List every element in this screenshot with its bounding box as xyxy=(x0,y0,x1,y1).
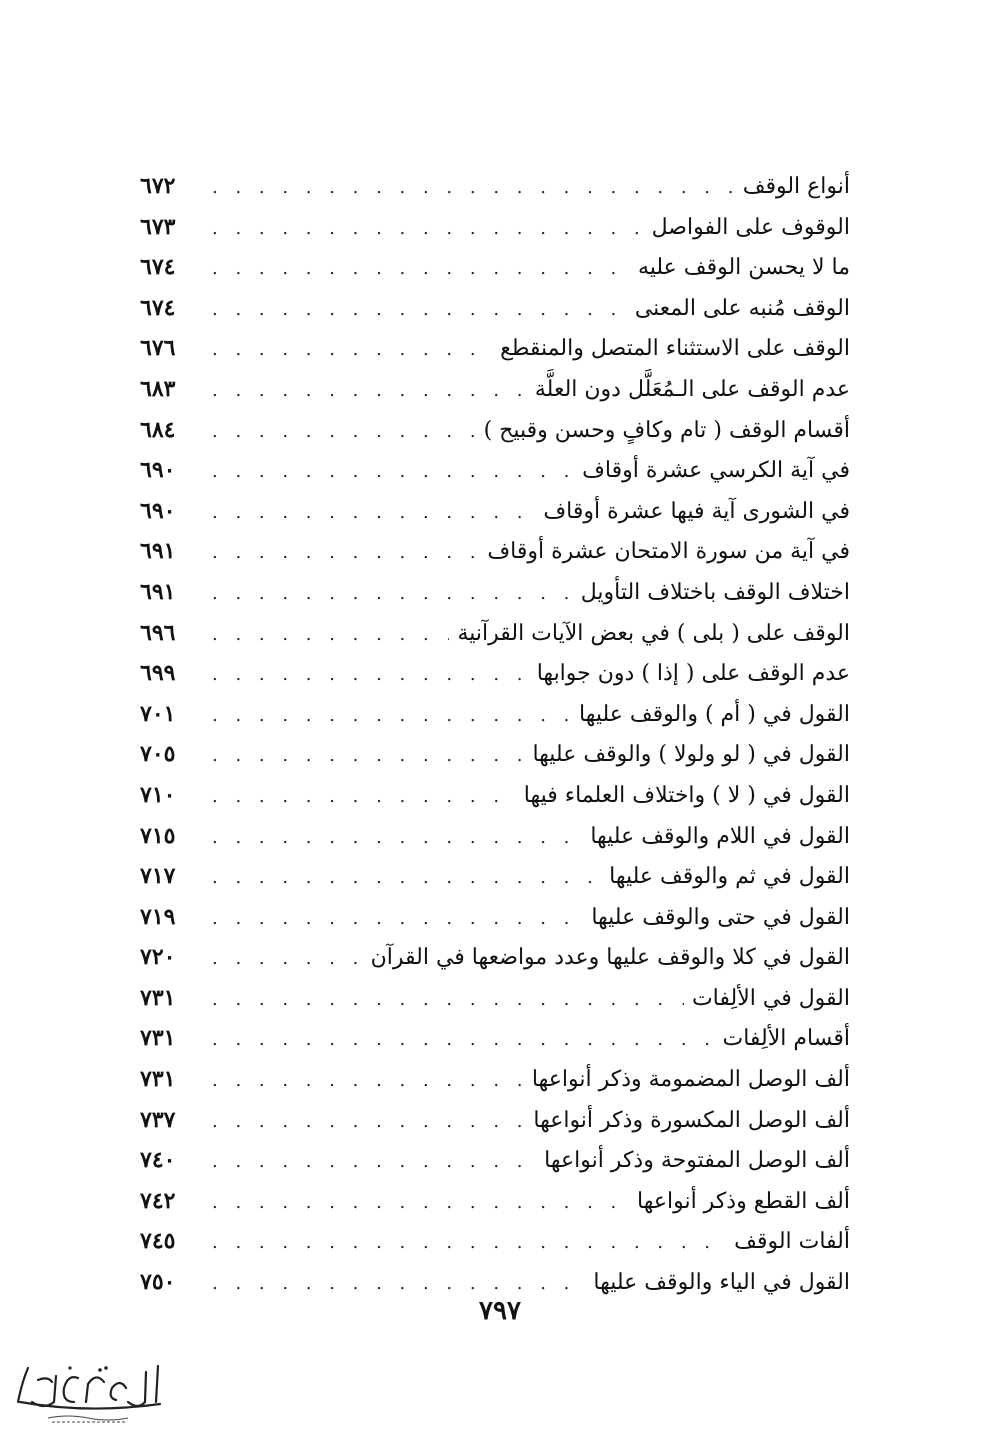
toc-entry-title: ألف الوصل المضمومة وذكر أنواعها xyxy=(531,1067,850,1093)
toc-entry xyxy=(140,734,850,775)
toc-entry xyxy=(140,369,850,410)
toc-entry xyxy=(140,1140,850,1181)
dot-leader xyxy=(212,1183,629,1224)
toc-entry-title: القول في حتى والوقف عليها xyxy=(591,904,850,930)
page-number: ٧٩٧ xyxy=(479,1296,521,1326)
toc-entry-page: ٦٩٠ xyxy=(140,497,176,524)
dot-leader xyxy=(212,371,527,412)
toc-entry-page: ٦٧٤ xyxy=(140,294,176,321)
dot-leader xyxy=(212,736,524,777)
dot-leader xyxy=(212,858,601,899)
toc-entry xyxy=(140,572,850,613)
toc-entry-title: في آية من سورة الامتحان عشرة أوقاف xyxy=(487,539,850,565)
toc-entry xyxy=(140,288,850,329)
calligraphy-logo-icon xyxy=(8,1358,168,1430)
toc-entry-page: ٧١٥ xyxy=(140,822,176,849)
toc-entry-page: ٦٨٣ xyxy=(140,375,176,402)
toc-entry xyxy=(140,775,850,816)
dot-leader xyxy=(212,1102,525,1143)
dot-leader xyxy=(212,330,492,371)
toc-entry-page: ٦٩٩ xyxy=(140,660,176,687)
toc-entry-title: عدم الوقف على الـمُعَلَّل دون العلَّة xyxy=(534,376,850,402)
toc-entry xyxy=(140,247,850,288)
toc-entry-title: الوقوف على الفواصل xyxy=(651,214,850,240)
toc-entry-title: عدم الوقف على ( إذا ) دون جوابها xyxy=(536,661,850,687)
toc-entry xyxy=(140,328,850,369)
toc-entry-page: ٧١٩ xyxy=(140,903,176,930)
dot-leader xyxy=(212,615,449,656)
dot-leader xyxy=(212,696,571,737)
toc-entry-title: أنواع الوقف xyxy=(742,174,850,199)
toc-entry-title: ألفات الوقف xyxy=(734,1229,850,1255)
toc-entry-page: ٦٧٦ xyxy=(140,335,176,362)
toc-entry xyxy=(140,491,850,532)
toc-entry xyxy=(140,937,850,978)
dot-leader xyxy=(212,168,735,209)
toc-entry-title: في آية الكرسي عشرة أوقاف xyxy=(582,458,850,484)
toc-entry-title: ما لا يحسن الوقف عليه xyxy=(637,255,850,281)
toc-entry-page: ٧٠١ xyxy=(140,700,176,727)
dot-leader xyxy=(212,1020,715,1061)
toc-entry-title: القول في كلا والوقف عليها وعدد مواضعها في القرآن xyxy=(370,945,850,971)
toc-entry-title: ألف القطع وذكر أنواعها xyxy=(637,1188,850,1214)
toc-entry-page: ٧٤٢ xyxy=(140,1187,176,1214)
toc-entry xyxy=(140,207,850,248)
toc-entry-title: القول في ( أم ) والوقف عليها xyxy=(579,701,850,727)
dot-leader xyxy=(212,412,476,453)
toc-entry-page: ٧٥٠ xyxy=(140,1269,176,1296)
toc-entry-title: أقسام الألِفات xyxy=(722,1026,850,1052)
toc-entry xyxy=(140,613,850,654)
toc-entry xyxy=(140,1018,850,1059)
toc-entry-title: القول في الألِفات xyxy=(691,985,850,1011)
toc-entry-page: ٧٤٠ xyxy=(140,1147,176,1174)
dot-leader xyxy=(212,1061,524,1102)
toc-entry-title: اختلاف الوقف باختلاف التأويل xyxy=(580,579,850,605)
toc-entry-page: ٧١٧ xyxy=(140,863,176,890)
toc-entry-page: ٦٩١ xyxy=(140,578,176,605)
dot-leader xyxy=(212,939,363,980)
dot-leader xyxy=(212,574,573,615)
toc-entry-page: ٧٣١ xyxy=(140,1025,176,1052)
toc-entry-title: ألف الوصل المفتوحة وذكر أنواعها xyxy=(544,1148,850,1174)
toc-entry xyxy=(140,978,850,1019)
toc-entry-title: الوقف على الاستثناء المتصل والمنقطع xyxy=(500,336,850,362)
toc-entry-title: القول في ثم والوقف عليها xyxy=(609,864,850,890)
toc-entry-title: القول في ( لا ) واختلاف العلماء فيها xyxy=(523,782,850,808)
dot-leader xyxy=(212,980,684,1021)
toc-entry xyxy=(140,653,850,694)
toc-entry xyxy=(140,450,850,491)
toc-entry-page: ٧١٠ xyxy=(140,781,176,808)
toc-entry-page: ٦٧٤ xyxy=(140,254,176,281)
toc-entry-title: في الشورى آية فيها عشرة أوقاف xyxy=(543,498,850,524)
toc-entry-page: ٦٩٦ xyxy=(140,619,176,646)
toc-entry-title: القول في الياء والوقف عليها xyxy=(593,1270,850,1296)
toc-entry xyxy=(140,694,850,735)
toc-entry-page: ٧٣١ xyxy=(140,1066,176,1093)
toc-entry xyxy=(140,1059,850,1100)
toc-entry xyxy=(140,531,850,572)
dot-leader xyxy=(212,249,630,290)
dot-leader xyxy=(212,1142,536,1183)
dot-leader xyxy=(212,818,582,859)
toc-entry xyxy=(140,1221,850,1262)
dot-leader xyxy=(212,452,574,493)
toc-entry-title: ألف الوصل المكسورة وذكر أنواعها xyxy=(533,1107,850,1133)
toc-entry xyxy=(140,897,850,938)
toc-entry-page: ٦٩١ xyxy=(140,538,176,565)
toc-entry-page: ٧٣١ xyxy=(140,984,176,1011)
watermark-logo xyxy=(8,1358,168,1430)
dot-leader xyxy=(212,899,583,940)
toc-entry-page: ٧٠٥ xyxy=(140,741,176,768)
toc-entry-page: ٦٩٠ xyxy=(140,457,176,484)
toc-entry-page: ٧٤٥ xyxy=(140,1228,176,1255)
toc-entry-title: أقسام الوقف ( تام وكافٍ وحسن وقبيح ) xyxy=(483,417,850,443)
toc-entry-title: الوقف مُنبه على المعنى xyxy=(634,295,850,321)
toc-entry-page: ٦٧٢ xyxy=(140,173,176,199)
toc-entry xyxy=(140,816,850,857)
toc-entry xyxy=(140,410,850,451)
dot-leader xyxy=(212,209,644,250)
toc-entry xyxy=(140,1100,850,1141)
toc-entry-page: ٦٨٤ xyxy=(140,416,176,443)
dot-leader xyxy=(212,1223,726,1264)
toc-entry xyxy=(140,166,850,207)
toc-entry xyxy=(140,856,850,897)
toc-entry-title: القول في ( لو ولولا ) والوقف عليها xyxy=(532,742,850,768)
dot-leader xyxy=(212,290,627,331)
toc-entry-page: ٦٧٣ xyxy=(140,213,176,240)
dot-leader xyxy=(212,533,479,574)
toc-entry xyxy=(140,1181,850,1222)
dot-leader xyxy=(212,777,516,818)
table-of-contents xyxy=(140,166,850,1303)
dot-leader xyxy=(212,655,529,696)
dot-leader xyxy=(212,493,535,534)
toc-entry-title: القول في اللام والوقف عليها xyxy=(590,823,850,849)
toc-entry-page: ٧٣٧ xyxy=(140,1106,176,1133)
toc-entry-page: ٧٢٠ xyxy=(140,944,176,971)
toc-entry-title: الوقف على ( بلى ) في بعض الآيات القرآنية xyxy=(457,620,850,646)
